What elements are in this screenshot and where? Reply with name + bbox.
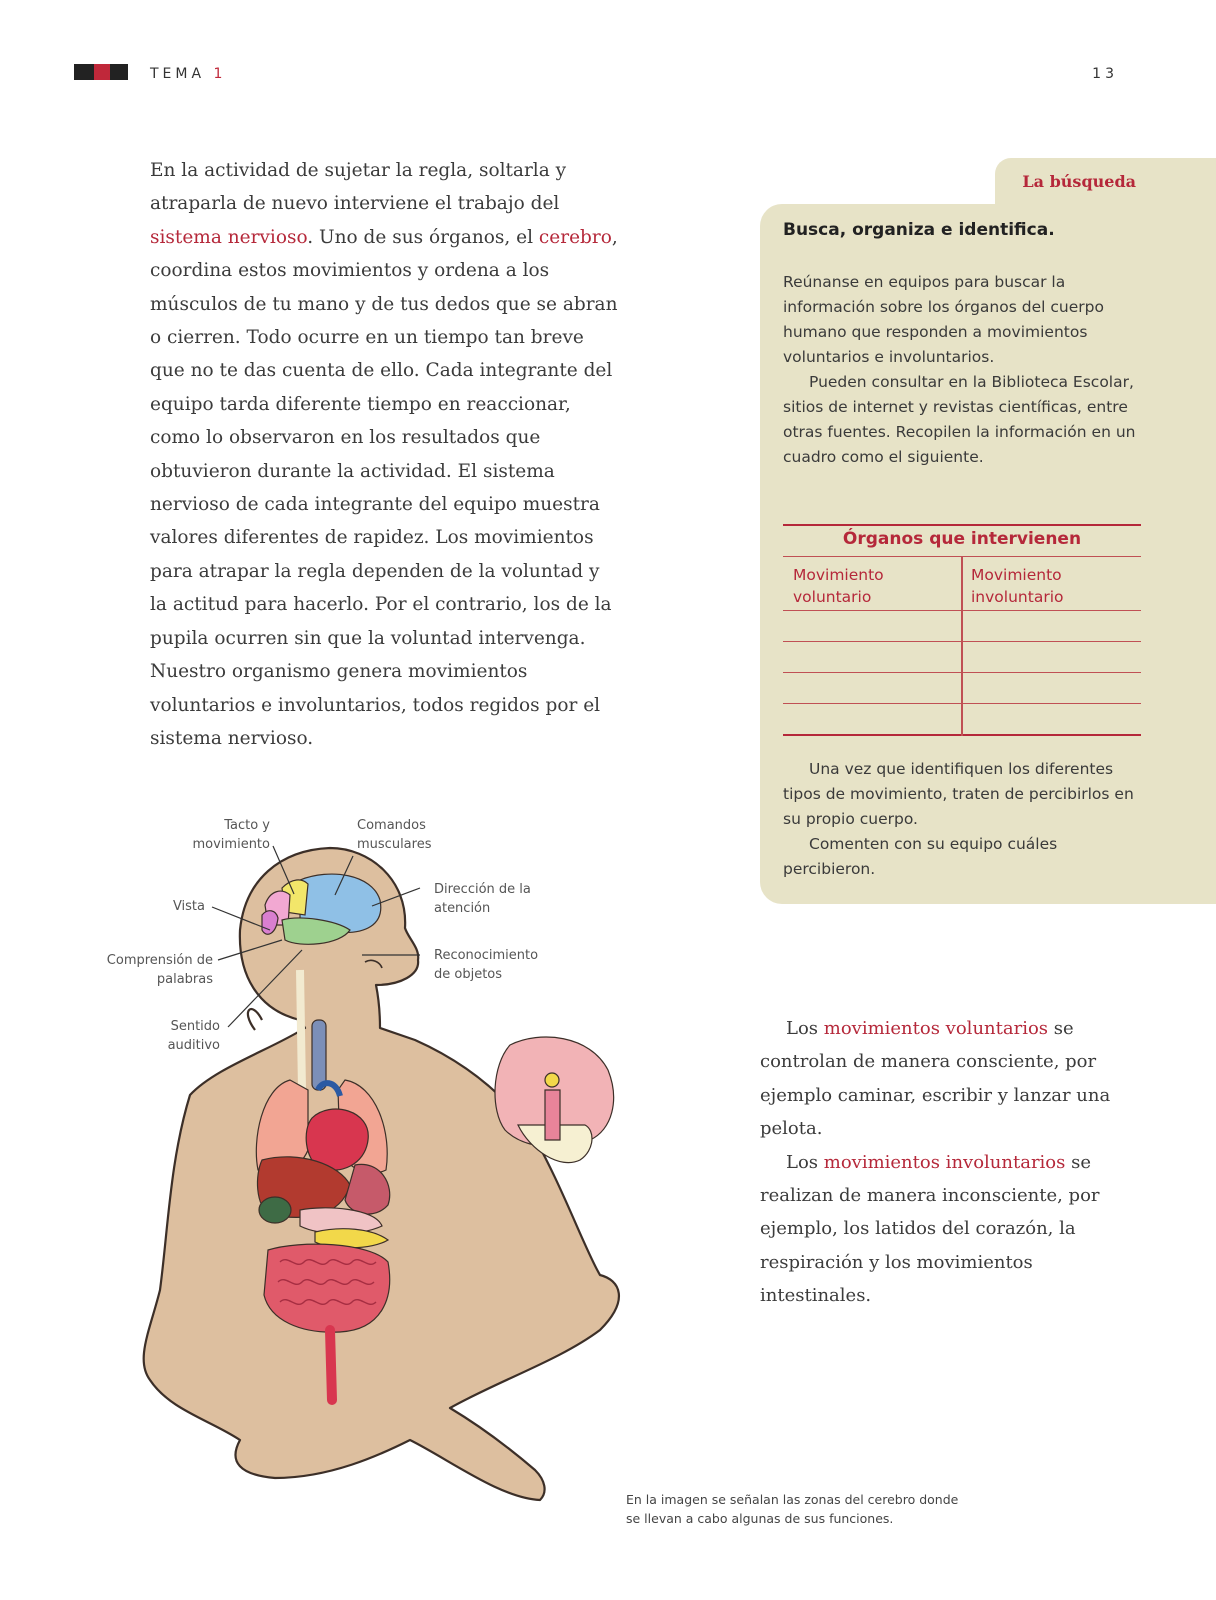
page-number: 13 [1092, 66, 1118, 82]
label-vista: Vista [172, 899, 205, 914]
organs-table-title: Órganos que intervienen [842, 529, 1082, 549]
term-movimientos-involuntarios: movimientos involuntarios [823, 1151, 1066, 1173]
activity-box-title: La búsqueda [1022, 172, 1136, 191]
spinal-cord [300, 970, 302, 1090]
tema-label: TEMA [150, 66, 206, 82]
gallbladder [259, 1197, 291, 1223]
table-header-involuntario: Movimiento involuntario [971, 566, 1064, 606]
intestines [264, 1244, 390, 1332]
label-comprension: Comprensión de palabras [106, 953, 213, 987]
label-comandos: Comandos musculares [357, 818, 432, 852]
label-reconocimiento: Reconocimiento de objetos [434, 948, 539, 982]
figure-caption: En la imagen se señalan las zonas del cerebro donde se llevan a cabo algunas de sus funciones. [626, 1492, 959, 1526]
term-cerebro: cerebro [538, 226, 612, 248]
term-sistema-nervioso: sistema nervioso [150, 226, 308, 248]
label-sentido: Sentido auditivo [167, 1019, 220, 1053]
activity-para-4: Comenten con su equipo cuáles percibieron. [783, 835, 1058, 878]
tema-number: 1 [213, 66, 227, 82]
label-direccion: Dirección de la atención [434, 882, 531, 916]
movements-explanation: Los movimientos voluntarios se controlan de manera consciente, por ejemplo caminar, escribir y lanzar una pelota. Los movimientos involuntarios se realizan de manera inconsciente, por ejemplo, los latidos del corazón, la respiración y los movimientos intestinales. [760, 1018, 1111, 1307]
trachea [312, 1020, 326, 1090]
table-header-voluntario: Movimiento voluntario [793, 566, 884, 606]
term-movimientos-voluntarios: movimientos voluntarios [823, 1018, 1049, 1039]
label-tacto: Tacto y movimiento [192, 818, 270, 852]
activity-para-2: Pueden consultar en la Biblioteca Escolar, sitios de internet y revistas científicas, entre otras fuentes. Recopilen la información en un cuadro como el siguiente. [783, 373, 1136, 466]
rectum [330, 1330, 332, 1400]
activity-para-1: Reúnanse en equipos para buscar la información sobre los órganos del cuerpo humano que responden a movimientos voluntarios e involuntarios. [783, 273, 1104, 366]
main-paragraph: En la actividad de sujetar la regla, soltarla y atraparla de nuevo interviene el trabajo del sistema nervioso. Uno de sus órganos, el cerebro, coordina estos movimientos y ordena a los músculos de tu mano y de tus dedos que se abran o cierren. Todo ocurre en un tiempo tan breve que no te das cuenta de ello. Cada integrante del equipo tarda diferente tiempo en reaccionar, como lo observaron en los resultados que obtuvieron durante la actividad. El sistema nervioso de cada integrante del equipo muestra valores diferentes de rapidez. Los movimientos para atrapar la regla dependen de la voluntad y la actitud para hacerlo. Por el contrario, los de la pupila ocurren sin que la voluntad intervenga. Nuestro organismo genera movimientos voluntarios e involuntarios, todos regidos por el sistema nervioso. [150, 160, 618, 749]
activity-heading: Busca, organiza e identifica. [783, 220, 1055, 240]
activity-para-3: Una vez que identifiquen los diferentes tipos de movimiento, traten de percibirlos en su propio cuerpo. [783, 760, 1134, 828]
